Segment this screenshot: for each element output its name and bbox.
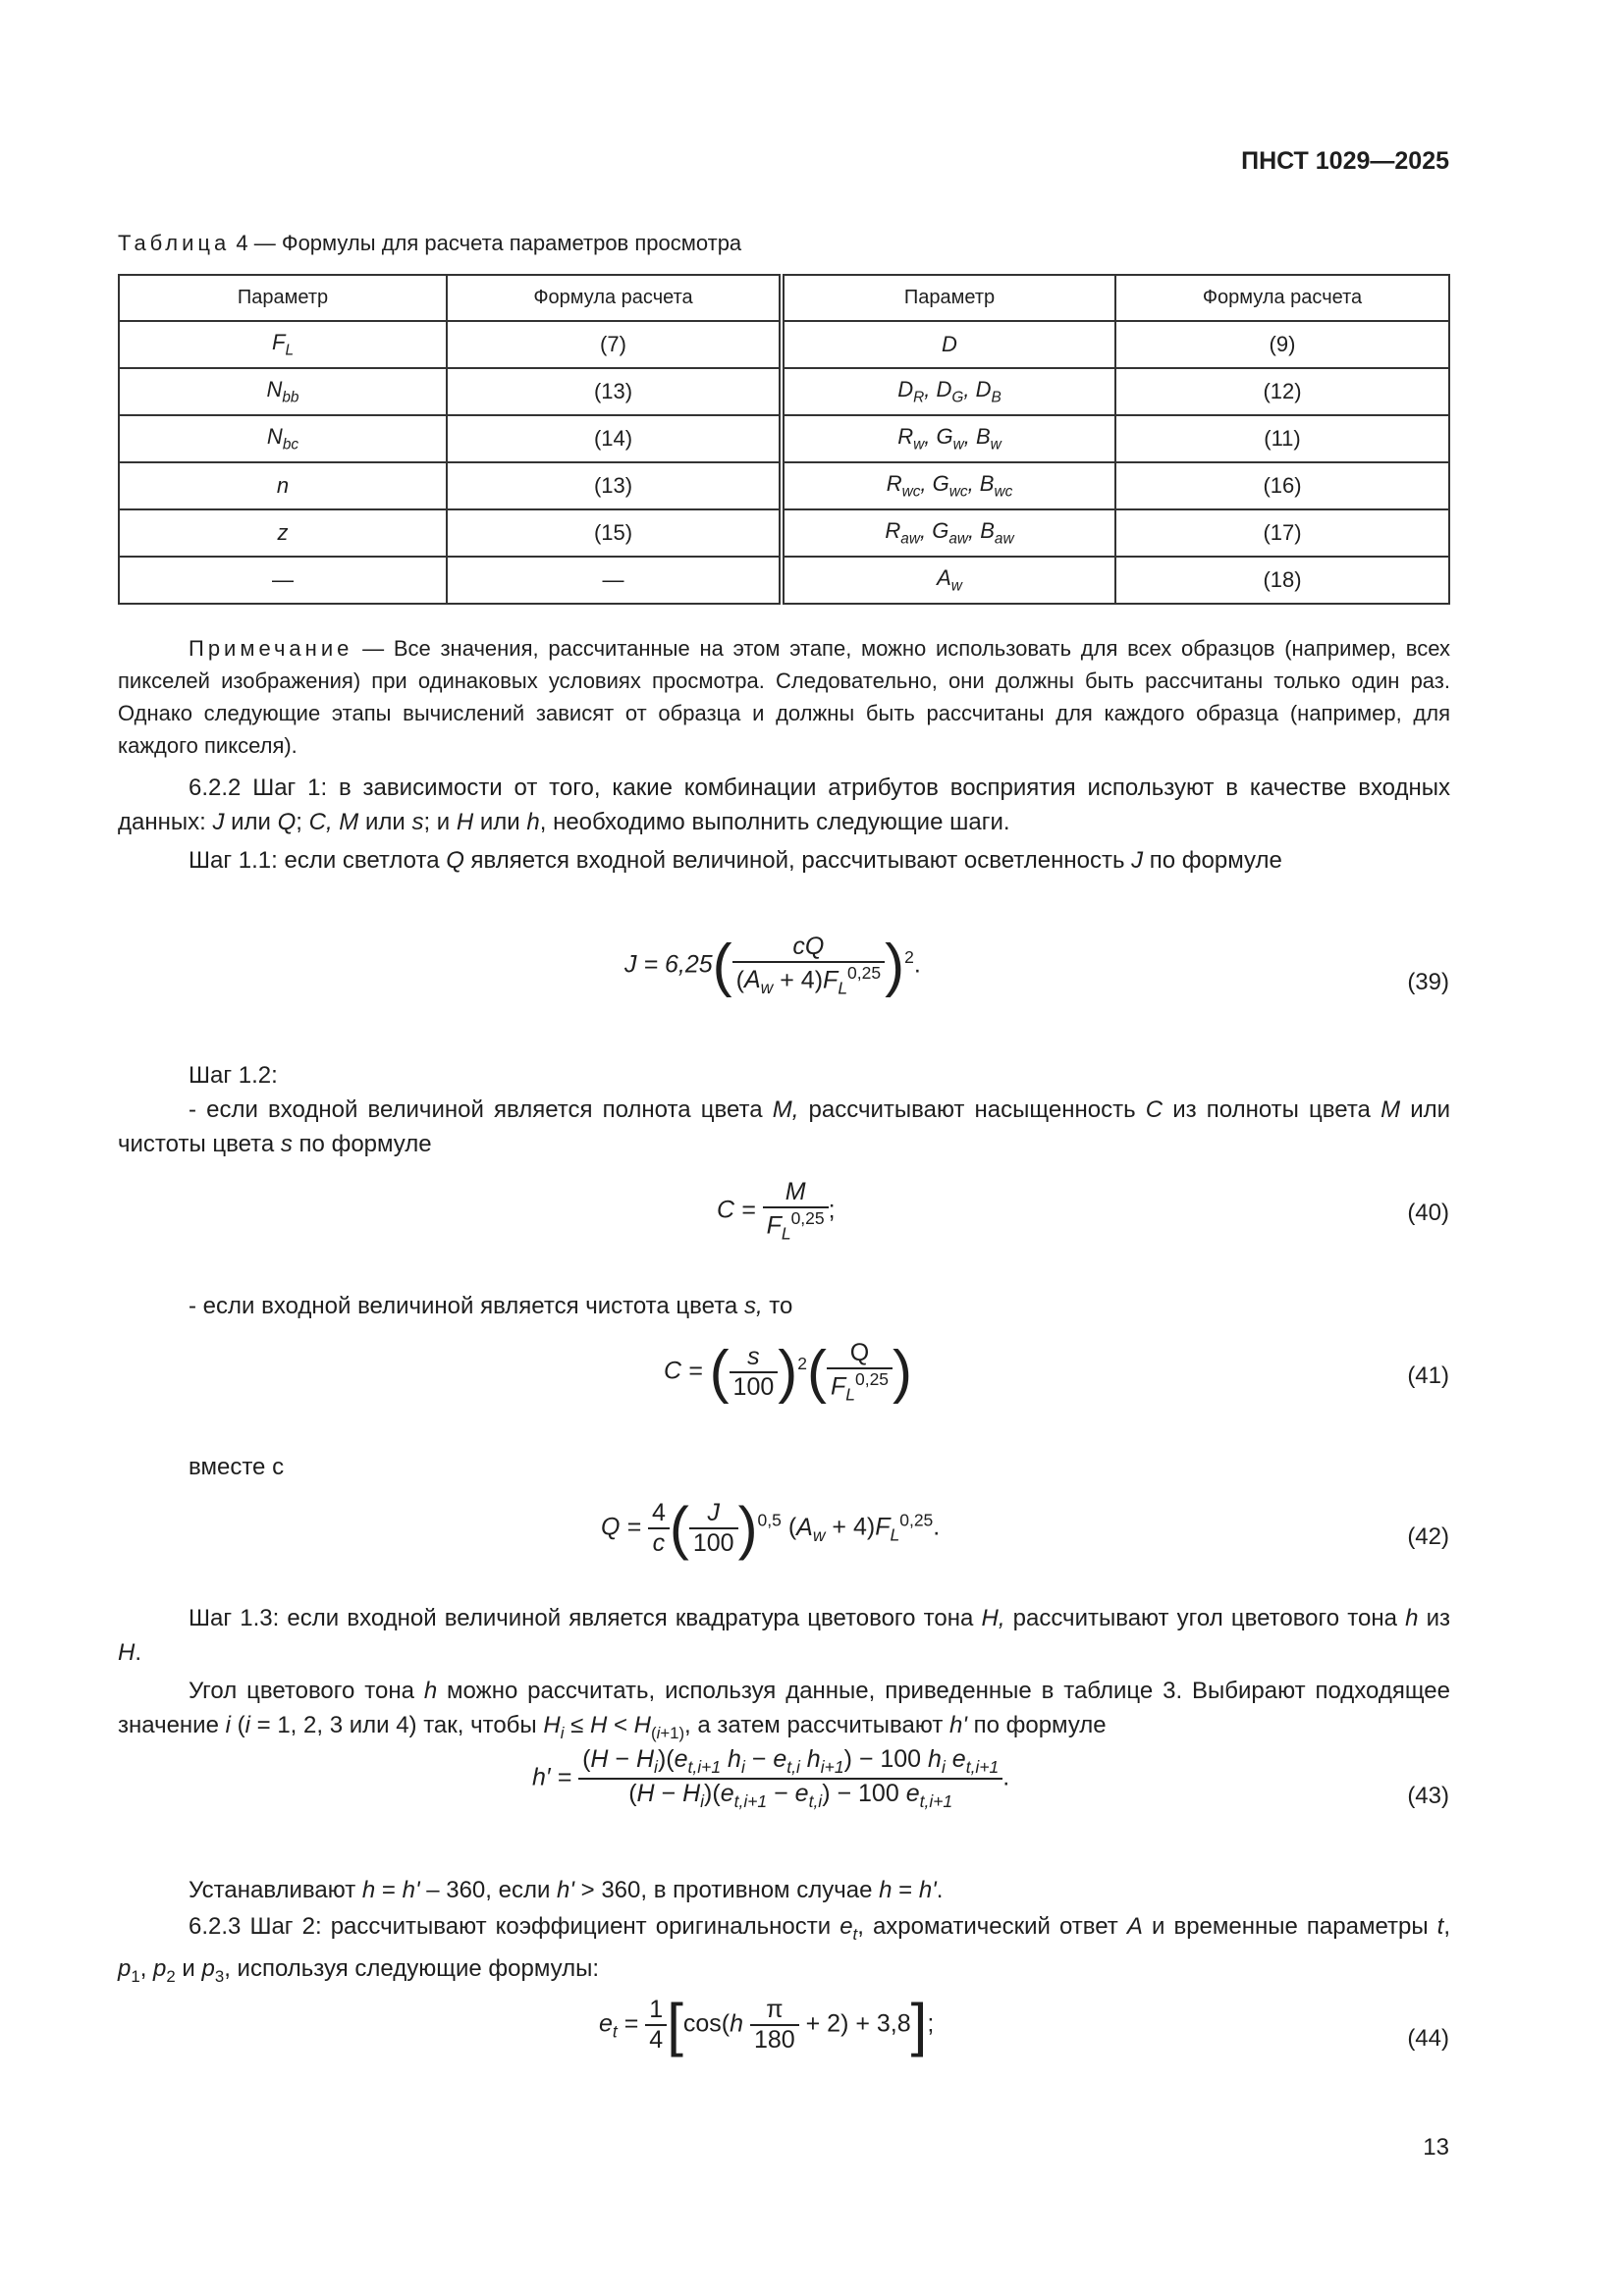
param-cell: $F_L$ <box>119 321 447 368</box>
equation-number: (41) <box>1407 1362 1449 1389</box>
formula-ref-cell: (13) <box>447 462 782 509</box>
param-cell: n <box>119 462 447 509</box>
paragraph-step-1-1: Шаг 1.1: если светлота Q является входной величиной, рассчитывают осветленность J по формуле <box>189 847 1282 874</box>
formula-ref-cell: (11) <box>1115 415 1449 462</box>
param-cell: $D_R$, $D_G$, $D_B$ <box>782 368 1115 415</box>
paragraph-step-2: 6.2.3 Шаг 2: рассчитывают коэффициент оригинальности $e_t$, ахроматический ответ A и временные параметры t, $p_1$, $p_2$ и $p_3$, используя следующие формулы: <box>118 1913 1451 1986</box>
equation-number: (39) <box>1407 969 1449 995</box>
table-header-row <box>119 275 1449 321</box>
formula-ref-cell: (16) <box>1115 462 1449 509</box>
formula-ref-cell: (17) <box>1115 509 1449 557</box>
equation-42: Q = $\frac{4}{c}$ ( $\frac{J}{100}$ )$^{0,5}$ $(A_w + 4)F_L^{0,25}$. <box>601 1495 941 1561</box>
equation-44: $e_t$ = $\frac{1}{4}$ [cos(h $\frac{\pi}{180}$ + 2) + 3,8]; <box>599 1992 935 2057</box>
paragraph-step-1-3: Шаг 1.3: если входной величиной является квадратура цветового тона H, рассчитывают угол цветового тона h из H. <box>118 1605 1450 1666</box>
table-header-cell: Параметр <box>782 275 1115 321</box>
param-cell: $N_{bb}$ <box>119 368 447 415</box>
formula-ref-cell: (14) <box>447 415 782 462</box>
table-row <box>119 509 1449 557</box>
param-cell: $R_w$, $G_w$, $B_w$ <box>782 415 1115 462</box>
table-row <box>119 368 1449 415</box>
formula-ref-cell: (13) <box>447 368 782 415</box>
paragraph-step-1: 6.2.2 Шаг 1: в зависимости от того, какие комбинации атрибутов восприятия используют в качестве входных данных: J или Q; C, M или s; и H или h, необходимо выполнить следующие шаги. <box>118 774 1450 835</box>
formula-ref-cell: (15) <box>447 509 782 557</box>
equation-number: (42) <box>1407 1523 1449 1550</box>
formula-ref-cell: (7) <box>447 321 782 368</box>
formula-ref-cell: — <box>447 557 782 604</box>
note-label: Примечание <box>189 636 353 661</box>
table-row <box>119 415 1449 462</box>
table-caption-word: Таблица <box>118 231 231 255</box>
equation-43: h′ = $\frac{(H - H_i)(e_{t,i+1} h_i - e_{t,i} h_{i+1}) - 100 h_i e_{t,i+1}}{(H - H_i)(e_{t,i+1} - e_{t,i}) - 100 e_{t,i+1}}$ . <box>532 1745 1010 1811</box>
paragraph-saturation-intro: - если входной величиной является чистота цвета s, то <box>189 1293 793 1319</box>
formula-ref-cell: (9) <box>1115 321 1449 368</box>
equation-number: (43) <box>1407 1783 1449 1809</box>
formulas-table <box>118 274 1450 605</box>
equation-41: C = ( $\frac{s}{100}$ )$^2$( $\frac{Q}{F_L^{0,25}}$ ) <box>664 1338 913 1405</box>
paragraph-set-hue: Устанавливают h = h' – 360, если h' > 360, в противном случае h = h'. <box>189 1877 944 1903</box>
equation-number: (44) <box>1407 2025 1449 2052</box>
formula-ref-cell: (18) <box>1115 557 1449 604</box>
param-cell: $A_w$ <box>782 557 1115 604</box>
table-note <box>118 632 1450 762</box>
paragraph-together: вместе с <box>189 1454 285 1480</box>
paragraph-step-1-2: - если входной величиной является полнота цвета M, рассчитывают насыщенность C из полноты цвета M или чистоты цвета s по формуле <box>118 1096 1451 1157</box>
table-caption-title: 4 — Формулы для расчета параметров просмотра <box>236 231 742 255</box>
param-cell: z <box>119 509 447 557</box>
param-cell: — <box>119 557 447 604</box>
equation-number: (40) <box>1407 1200 1449 1226</box>
equation-39: J = 6,25( $\frac{cQ}{(A_w + 4)F_L^{0,25}}$ )$^2$. <box>624 932 921 998</box>
table-row <box>119 557 1449 604</box>
param-cell: $N_{bc}$ <box>119 415 447 462</box>
formula-ref-cell: (12) <box>1115 368 1449 415</box>
document-standard-number: ПНСТ 1029—2025 <box>1241 147 1449 175</box>
table-header-cell: Формула расчета <box>447 275 782 321</box>
table-header-cell: Параметр <box>119 275 447 321</box>
param-cell: D <box>782 321 1115 368</box>
paragraph-step-1-2-title: Шаг 1.2: <box>189 1062 278 1089</box>
param-cell: $R_{aw}$, $G_{aw}$, $B_{aw}$ <box>782 509 1115 557</box>
table-caption <box>118 231 741 256</box>
param-cell: $R_{wc}$, $G_{wc}$, $B_{wc}$ <box>782 462 1115 509</box>
paragraph-hue-angle: Угол цветового тона h можно рассчитать, используя данные, приведенные в таблице 3. Выбирают подходящее значение i (i = 1, 2, 3 или 4) так, чтобы $H_i \le H < H_{(i+1)}$, а затем рассчитывают h' по формуле <box>118 1678 1450 1742</box>
equation-40: C = $\frac{M}{F_L^{0,25}}$ ; <box>717 1178 836 1244</box>
table-row <box>119 321 1449 368</box>
page-number: 13 <box>1423 2134 1449 2161</box>
note-text: — Все значения, рассчитанные на этом этапе, можно использовать для всех образцов (например, всех пикселей изображения) при одинаковых условиях просмотра. Следовательно, они должны быть рассчитаны только один раз. Однако следующие этапы вычислений зависят от образца и должны быть рассчитаны для каждого образца (например, для каждого пикселя). <box>118 636 1450 758</box>
table-header-cell: Формула расчета <box>1115 275 1449 321</box>
table-row <box>119 462 1449 509</box>
